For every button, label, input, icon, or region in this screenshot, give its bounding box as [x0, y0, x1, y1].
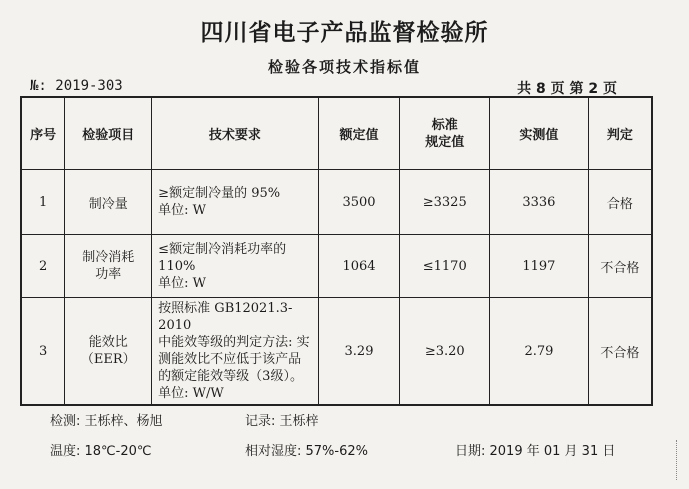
table-row [21, 298, 652, 406]
humidity-line: 相对湿度: 57%-62% [245, 444, 368, 459]
row-requirement [152, 235, 318, 298]
row-requirement [152, 298, 318, 406]
requirement-line: 的额定能效等级（3级）。 [158, 369, 303, 384]
row-item: 制冷消耗 功率 [65, 235, 152, 298]
requirement-line: 单位: W [158, 203, 207, 218]
results-table [20, 96, 653, 406]
col-header-verdict: 判定 [588, 97, 652, 170]
row-standard: ≥3.20 [400, 298, 490, 406]
row-requirement [152, 170, 318, 235]
requirement-line: 单位: W [158, 275, 207, 291]
row-measured: 3336 [490, 170, 589, 235]
requirement-line: ≥额定制冷量的 95% [158, 186, 281, 201]
page-info: 共 8 页 第 2 页 [517, 81, 617, 97]
requirement-line: ≤额定制冷消耗功率的 [158, 241, 287, 257]
report-title: 四川省电子产品监督检验所 [200, 20, 489, 46]
row-verdict: 合格 [588, 170, 652, 235]
header-row [21, 97, 652, 170]
requirement-line: 单位: W/W [158, 386, 224, 401]
recorder-line: 记录: 王栎梓 [245, 414, 319, 429]
col-header-requirement: 技术要求 [152, 97, 318, 170]
row-measured: 1197 [490, 235, 589, 298]
col-header-rated: 额定值 [318, 97, 400, 170]
report-subtitle: 检验各项技术指标值 [267, 58, 421, 76]
row-rated: 1064 [318, 235, 400, 298]
row-verdict: 不合格 [588, 235, 652, 298]
requirement-line: 测能效比不应低于该产品 [158, 352, 302, 367]
binding-edge-mark [676, 440, 687, 480]
inspector-line: 检测: 王栎梓、杨旭 [50, 414, 163, 429]
col-header-item: 检验项目 [65, 97, 152, 170]
table-row [21, 170, 652, 235]
row-rated: 3.29 [318, 298, 400, 406]
col-header-standard: 标准 规定值 [400, 97, 490, 170]
temperature-line: 温度: 18℃-20℃ [50, 444, 152, 459]
row-item: 制冷量 [65, 170, 152, 235]
table-row [21, 235, 652, 298]
requirement-line: 110% [158, 258, 196, 274]
row-standard: ≤1170 [400, 235, 490, 298]
date-line: 日期: 2019 年 01 月 31 日 [455, 444, 616, 459]
row-standard: ≥3325 [400, 170, 490, 235]
row-item: 能效比 （EER） [65, 298, 152, 406]
row-rated: 3500 [318, 170, 400, 235]
row-no: 1 [21, 170, 65, 235]
col-header-measured: 实测值 [490, 97, 589, 170]
col-header-no: 序号 [21, 97, 65, 170]
requirement-line: 中能效等级的判定方法: 实 [158, 335, 310, 350]
row-no: 2 [21, 235, 65, 298]
row-no: 3 [21, 298, 65, 406]
row-measured: 2.79 [490, 298, 589, 406]
requirement-line: 按照标准 GB12021.3-2010 [158, 301, 293, 333]
row-verdict: 不合格 [588, 298, 652, 406]
document-number: №: 2019-303 [30, 78, 123, 94]
